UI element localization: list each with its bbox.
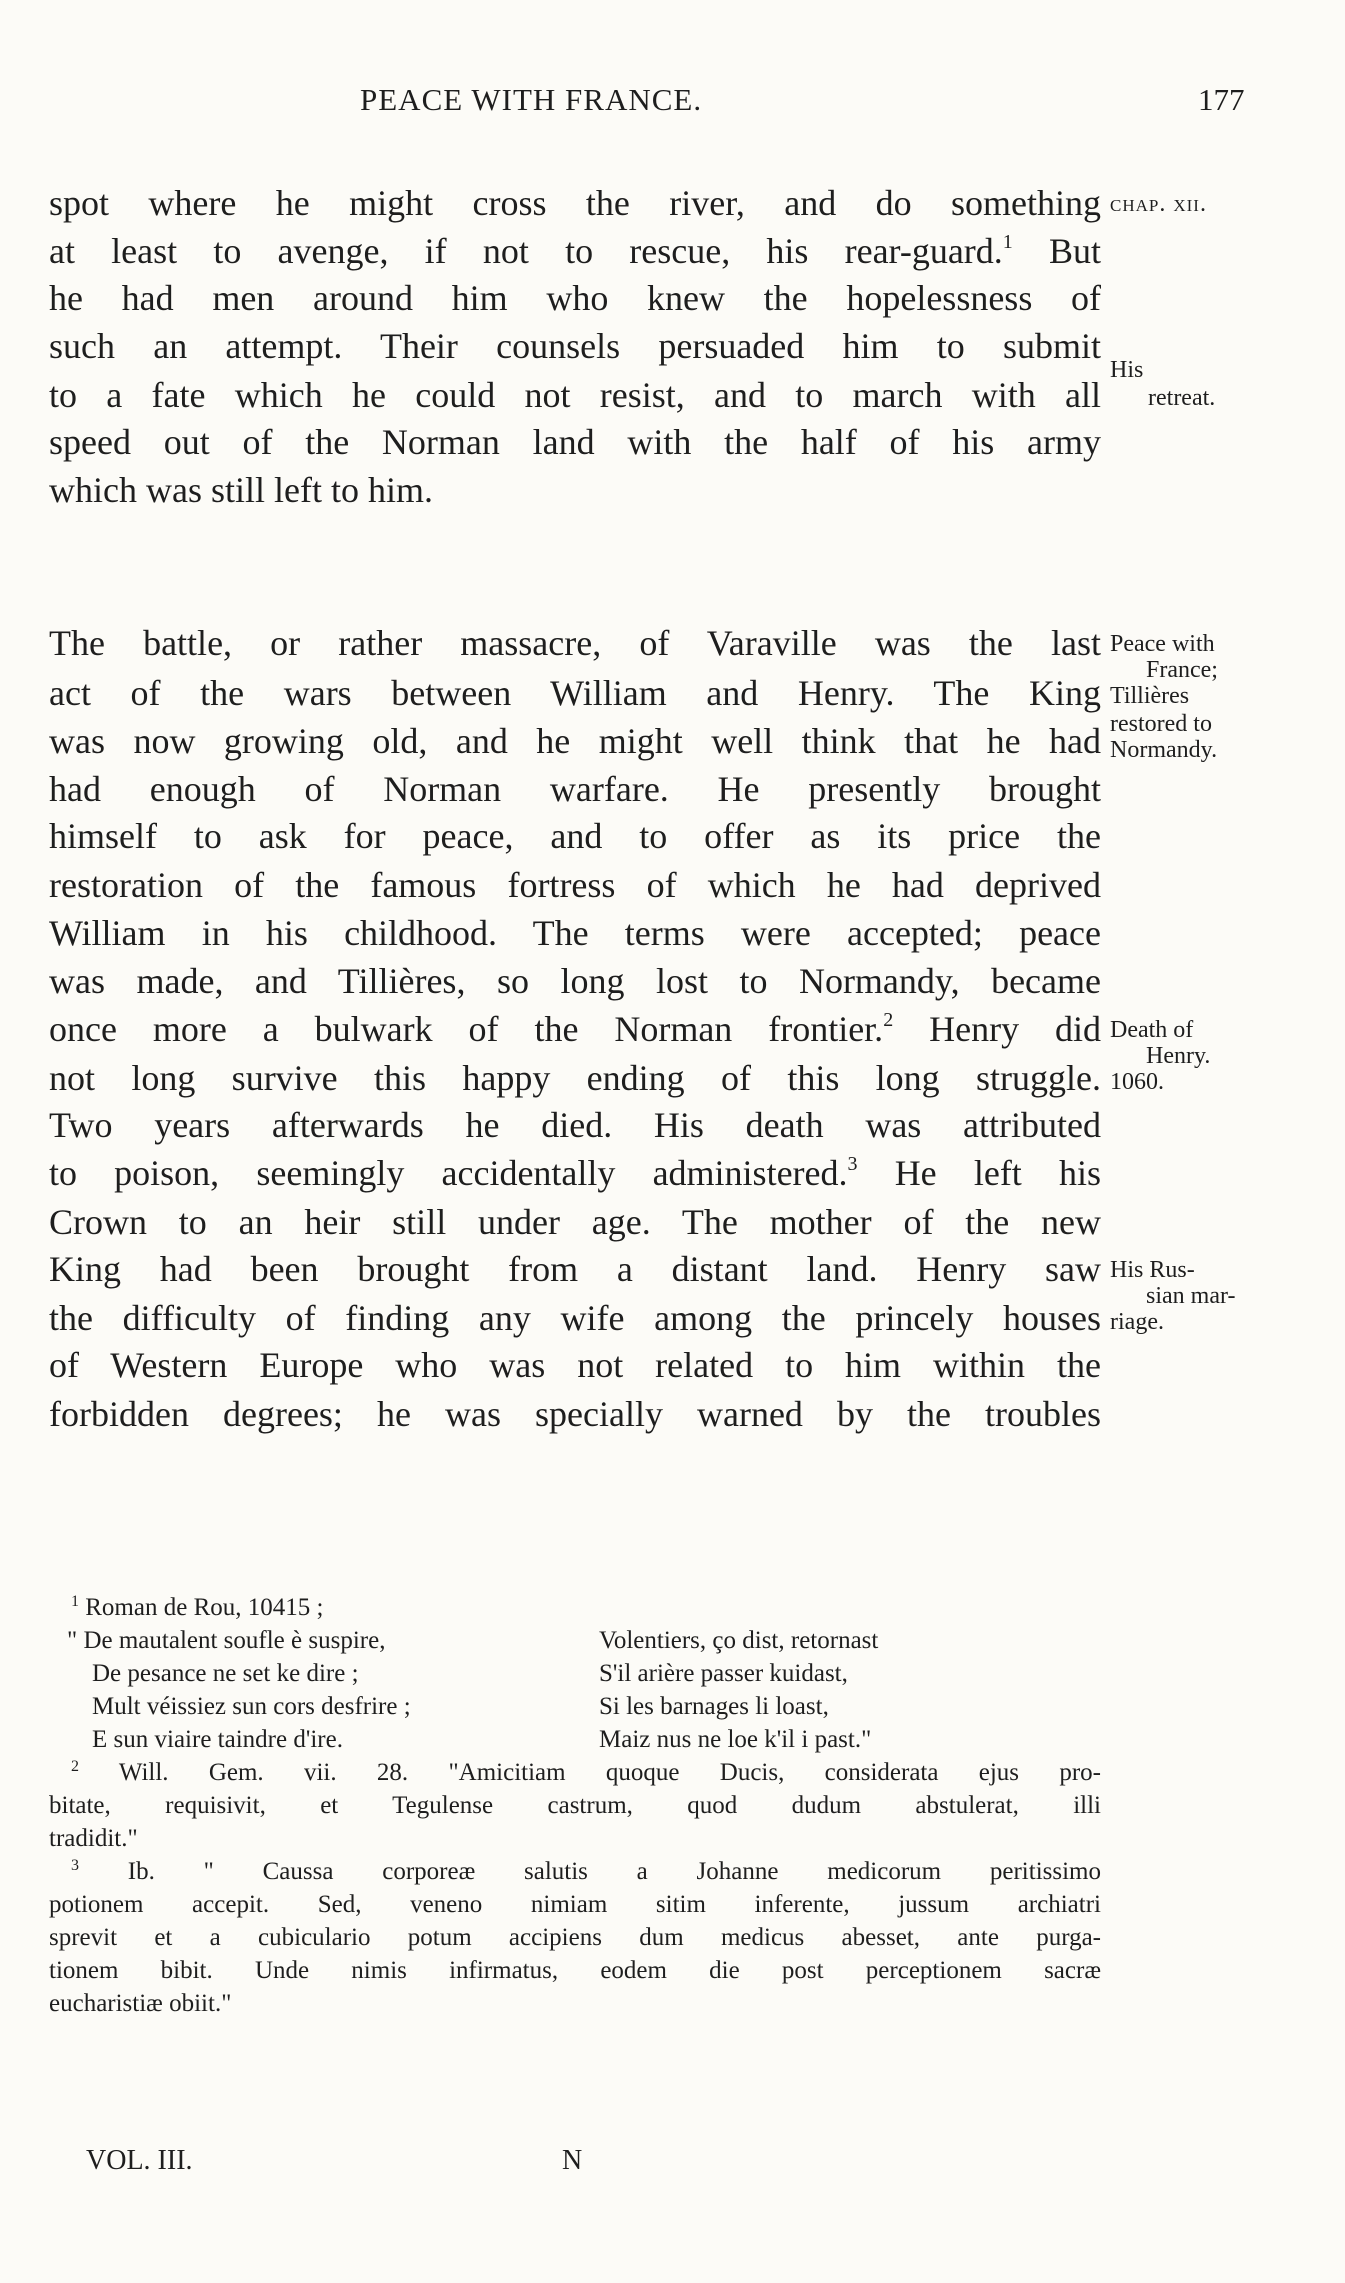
text-line: he had men around him who knew the hopelessness of (49, 278, 1101, 318)
text-line: restoration of the famous fortress of which he had deprived (49, 865, 1101, 905)
text-line: the difficulty of finding any wife among the princely houses (49, 1298, 1101, 1338)
text-line: King had been brought from a distant land. Henry saw (49, 1249, 1101, 1289)
verse-line: Maiz nus ne loe k'il i past." (599, 1726, 872, 1753)
margin-note-russian-marriage: His Rus- sian mar- riage. (1110, 1257, 1236, 1335)
margin-note-peace-with-france: Peace with France; Tillières restored to Normandy. (1110, 631, 1218, 763)
verse-line: Volentiers, ço dist, retornast (599, 1627, 879, 1654)
footnote-2: $^2$ Will. Gem. vii. 28. "Amicitiam quoque Ducis, considerata ejus pro- (71, 1758, 1101, 1786)
verse-line: De pesance ne set ke dire ; (92, 1660, 359, 1687)
footnote-2-line: bitate, requisivit, et Tegulense castrum, quod dudum abstulerat, illi (49, 1792, 1101, 1819)
footnote-1: $^1$ Roman de Rou, 10415 ; (71, 1593, 324, 1621)
verse-line: " De mautalent soufle è suspire, (67, 1627, 386, 1654)
verse-line: Si les barnages li loast, (599, 1693, 829, 1720)
page-number: 177 (1198, 82, 1245, 117)
text-line: once more a bulwark of the Norman frontier.$^2$ Henry did (49, 1009, 1101, 1049)
footnote-ref: 3 (847, 1153, 858, 1175)
signature-mark: N (562, 2145, 583, 2176)
margin-note-chapter: chap. xii. (1110, 191, 1207, 217)
text-line: The battle, or rather massacre, of Varaville was the last (49, 623, 1101, 663)
text-line: had enough of Norman warfare. He presently brought (49, 769, 1101, 809)
footnote-3-line: sprevit et a cubiculario potum accipiens dum medicus abesset, ante purga- (49, 1924, 1101, 1951)
footnote-ref: 1 (1002, 231, 1013, 253)
footnote-3-line: tionem bibit. Unde nimis infirmatus, eodem die post perceptionem sacræ (49, 1957, 1101, 1984)
verse-line: E sun viaire taindre d'ire. (92, 1726, 343, 1753)
text-line: at least to avenge, if not to rescue, his rear-guard.$^1$ But (49, 231, 1102, 271)
text-line: was now growing old, and he might well think that he had (49, 721, 1101, 761)
text-line: Crown to an heir still under age. The mother of the new (49, 1202, 1101, 1242)
text-line: of Western Europe who was not related to him within the (49, 1345, 1101, 1385)
text-line: to a fate which he could not resist, and to march with all (49, 375, 1101, 415)
text-line: William in his childhood. The terms were accepted; peace (49, 913, 1101, 953)
footnote-ref: 2 (883, 1009, 894, 1031)
margin-note-death-of-henry: Death of Henry. 1060. (1110, 1017, 1211, 1095)
footnote-2-line: tradidit." (49, 1825, 138, 1852)
verse-line: Mult véissiez sun cors desfrire ; (92, 1693, 411, 1720)
text-line: to poison, seemingly accidentally administered.$^3$ He left his (49, 1153, 1101, 1193)
footnote-3-line: eucharistiæ obiit." (49, 1990, 232, 2017)
text-line: act of the wars between William and Henry. The King (49, 673, 1101, 713)
text-line: forbidden degrees; he was specially warned by the troubles (49, 1394, 1101, 1434)
text-line: was made, and Tillières, so long lost to Normandy, became (49, 961, 1101, 1001)
margin-note-retreat: His retreat. (1110, 357, 1216, 411)
running-head (0, 82, 1345, 122)
verse-line: S'il arière passer kuidast, (599, 1660, 848, 1687)
volume-signature: VOL. III. (86, 2145, 193, 2176)
text-line: not long survive this happy ending of this long struggle. (49, 1058, 1101, 1098)
footnote-3-line: potionem accepit. Sed, veneno nimiam sitim inferente, jussum archiatri (49, 1891, 1101, 1918)
text-line: speed out of the Norman land with the half of his army (49, 422, 1101, 462)
text-line: Two years afterwards he died. His death was attributed (49, 1105, 1101, 1145)
running-title: PEACE WITH FRANCE. (360, 82, 703, 117)
text-line: himself to ask for peace, and to offer as its price the (49, 816, 1101, 856)
text-line: spot where he might cross the river, and do something (49, 183, 1101, 223)
text-line: such an attempt. Their counsels persuaded him to submit (49, 326, 1101, 366)
text-line: which was still left to him. (49, 470, 433, 510)
footnote-3: $^3$ Ib. " Caussa corporeæ salutis a Johanne medicorum peritissimo (71, 1857, 1101, 1885)
